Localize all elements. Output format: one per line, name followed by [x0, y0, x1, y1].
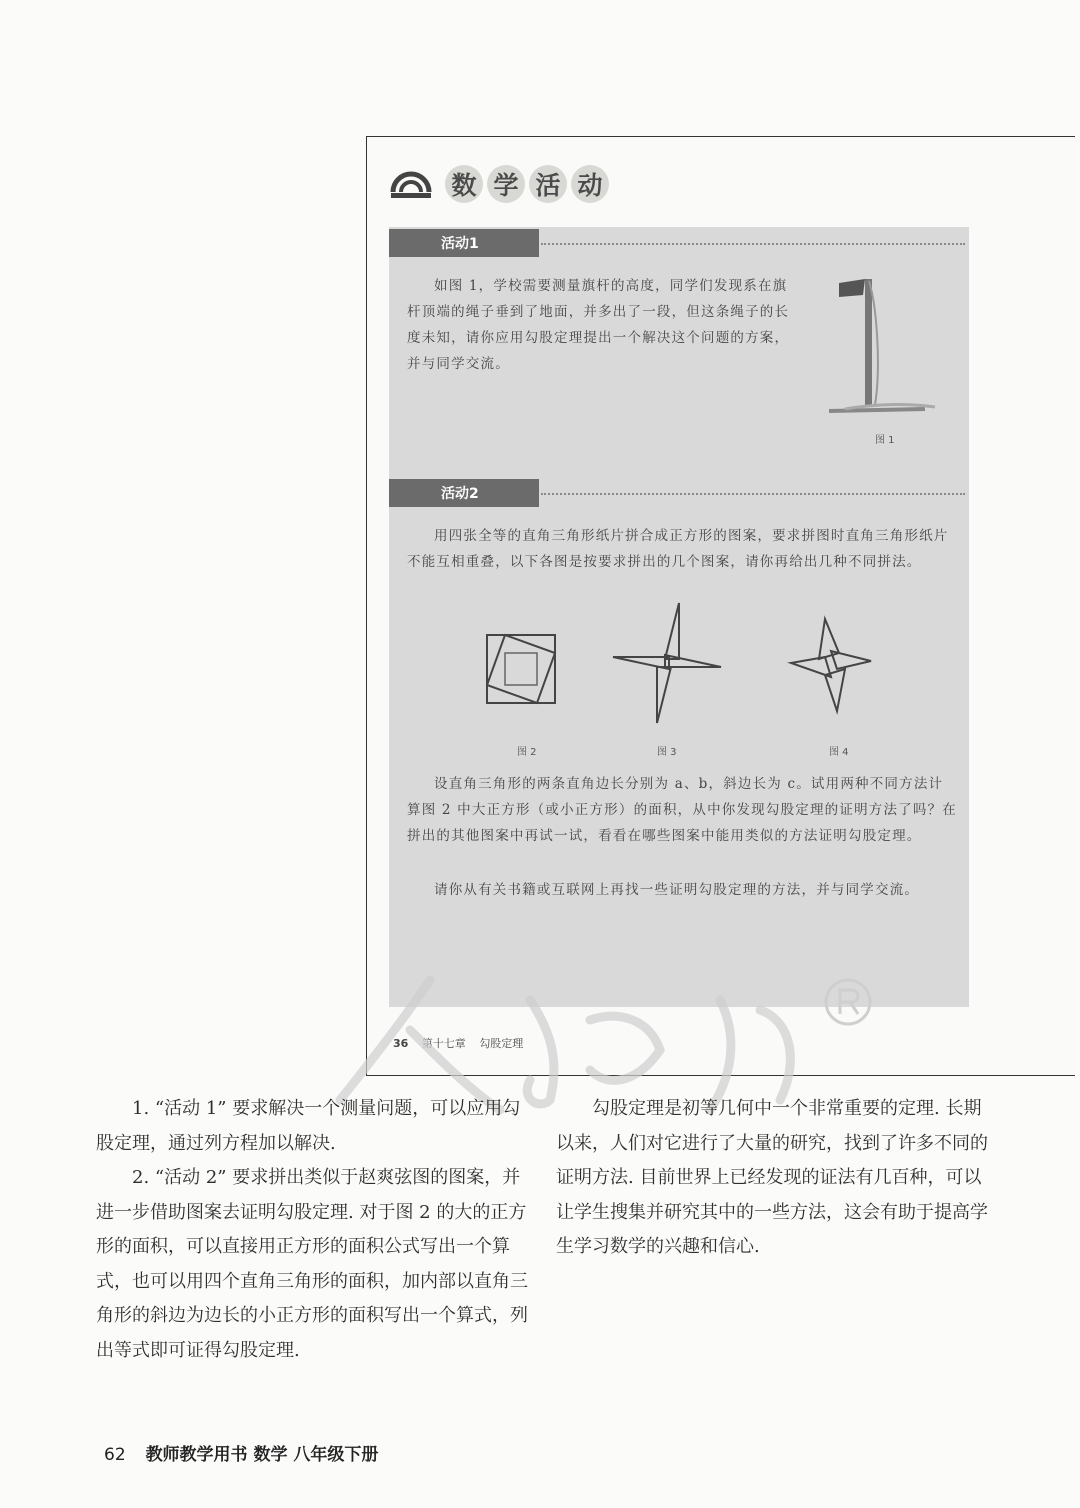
activity2-intro: 用四张全等的直角三角形纸片拼合成正方形的图案，要求拼图时直角三角形纸片不能互相重叠，以下各图是按要求拼出的几个图案，请你再给出几种不同拼法。: [407, 528, 949, 570]
figure2-caption: 图 2: [517, 747, 537, 758]
commentary-left-column: [96, 1092, 536, 1368]
commentary-right-column: [556, 1092, 996, 1265]
banner-char: 活: [529, 165, 567, 203]
figure2-square-diagram: [483, 631, 563, 711]
flagpole-figure: [825, 277, 955, 427]
activity1-text: 如图 1，学校需要测量旗杆的高度，同学们发现系在旗杆顶端的绳子垂到了地面，并多出了一段，但这条绳子的长度未知，请你应用勾股定理提出一个解决这个问题的方案，并与同学交流。: [407, 278, 790, 372]
figure3-caption: 图 3: [657, 747, 677, 758]
divider: [541, 243, 965, 245]
page-number: 62: [104, 1445, 126, 1465]
divider: [541, 493, 965, 495]
activity2-paragraph: 请你从有关书籍或互联网上再找一些证明勾股定理的方法，并与同学交流。: [434, 882, 920, 898]
figure3-pinwheel-diagram: [607, 599, 727, 729]
commentary-paragraph: 1. “活动 1” 要求解决一个测量问题，可以应用勾股定理，通过列方程加以解决.: [96, 1098, 521, 1154]
activity2-paragraph: 设直角三角形的两条直角边长分别为 a、b，斜边长为 c。试用两种不同方法计算图 2 中大正方形（或小正方形）的面积，从中你发现勾股定理的证明方法了吗？在拼出的其他图案中再试一试，看看在哪些图案中能用类似的方法证明勾股定理。: [407, 776, 957, 844]
activity1-tag: 活动1: [389, 229, 539, 257]
page-footer: [104, 1440, 378, 1465]
commentary-paragraph: 2. “活动 2” 要求拼出类似于赵爽弦图的图案，并进一步借助图案去证明勾股定理. 对于图 2 的大的正方形的面积，可以直接用正方形的面积公式写出一个算式，也可以用四个直角三角形的面积，加内部以直角三角形的斜边为边长的小正方形的面积写出一个算式，列出等式即可证得勾股定理.: [96, 1167, 528, 1361]
figure4-caption: 图 4: [829, 747, 849, 758]
math-activity-banner: [389, 159, 613, 209]
textbook-page-figure: [366, 136, 1075, 1076]
chapter-title: 勾股定理: [479, 1037, 524, 1050]
textbook-page-footer: [393, 1035, 523, 1051]
banner-char: 动: [571, 165, 609, 203]
textbook-page-number: 36: [393, 1037, 409, 1050]
activity-panel: [389, 227, 969, 1007]
banner-char: 数: [445, 165, 483, 203]
chapter-label: 第十七章: [421, 1037, 466, 1050]
commentary-paragraph: 勾股定理是初等几何中一个非常重要的定理. 长期以来，人们对它进行了大量的研究，找到了许多不同的证明方法. 目前世界上已经发现的证法有几百种，可以让学生搜集并研究其中的一些方法，这会有助于提高学生学习数学的兴趣和信心.: [556, 1098, 988, 1257]
book-title: 教师教学用书 数学 八年级下册: [145, 1445, 379, 1465]
activity2-tag: 活动2: [389, 479, 539, 507]
figure1-caption: 图 1: [875, 435, 895, 446]
activity-logo-icon: [389, 162, 433, 206]
banner-char: 学: [487, 165, 525, 203]
figure4-pinwheel-diagram: [787, 615, 877, 715]
